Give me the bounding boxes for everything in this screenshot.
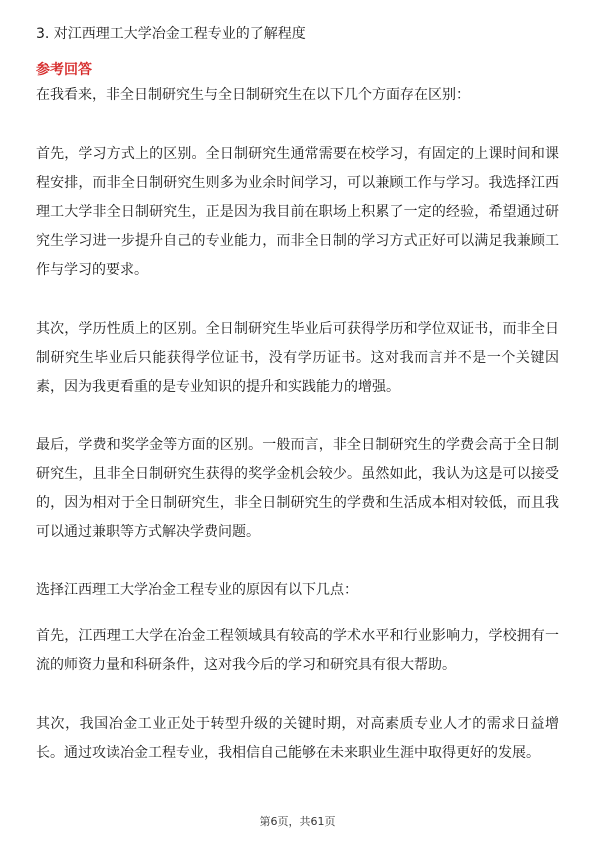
- page-number-footer: 第6页，共61页: [259, 815, 336, 828]
- section-heading: 3. 对江西理工大学冶金工程专业的了解程度: [36, 26, 306, 42]
- paragraph-degree-type: 其次，学历性质上的区别。全日制研究生毕业后可获得学历和学位双证书，而非全日制研究生毕业后只能获得学位证书，没有学历证书。这对我而言并不是一个关键因素，因为我更看重的是专业知识的提升和实践能力的增强。: [36, 321, 559, 395]
- paragraph-reason-industry: 其次，我国冶金工业正处于转型升级的关键时期，对高素质专业人才的需求日益增长。通过攻读冶金工程专业，我相信自己能够在未来职业生涯中取得更好的发展。: [36, 716, 559, 761]
- paragraph-intro: 在我看来，非全日制研究生与全日制研究生在以下几个方面存在区别：: [36, 87, 470, 103]
- reference-answer-label: 参考回答: [36, 62, 92, 78]
- paragraph-tuition: 最后，学费和奖学金等方面的区别。一般而言，非全日制研究生的学费会高于全日制研究生，且非全日制研究生获得的奖学金机会较少。虽然如此，我认为这是可以接受的，因为相对于全日制研究生，非全日制研究生的学费和生活成本相对较低，而且我可以通过兼职等方式解决学费问题。: [36, 437, 559, 540]
- paragraph-study-mode: 首先，学习方式上的区别。全日制研究生通常需要在校学习，有固定的上课时间和课程安排，而非全日制研究生则多为业余时间学习，可以兼顾工作与学习。我选择江西理工大学非全日制研究生，正是因为我目前在职场上积累了一定的经验，希望通过研究生学习进一步提升自己的专业能力，而非全日制的学习方式正好可以满足我兼顾工作与学习的要求。: [36, 146, 559, 278]
- paragraph-reasons-intro: 选择江西理工大学冶金工程专业的原因有以下几点：: [36, 582, 358, 598]
- paragraph-reason-university: 首先，江西理工大学在冶金工程领域具有较高的学术水平和行业影响力，学校拥有一流的师资力量和科研条件，这对我今后的学习和研究具有很大帮助。: [36, 628, 559, 673]
